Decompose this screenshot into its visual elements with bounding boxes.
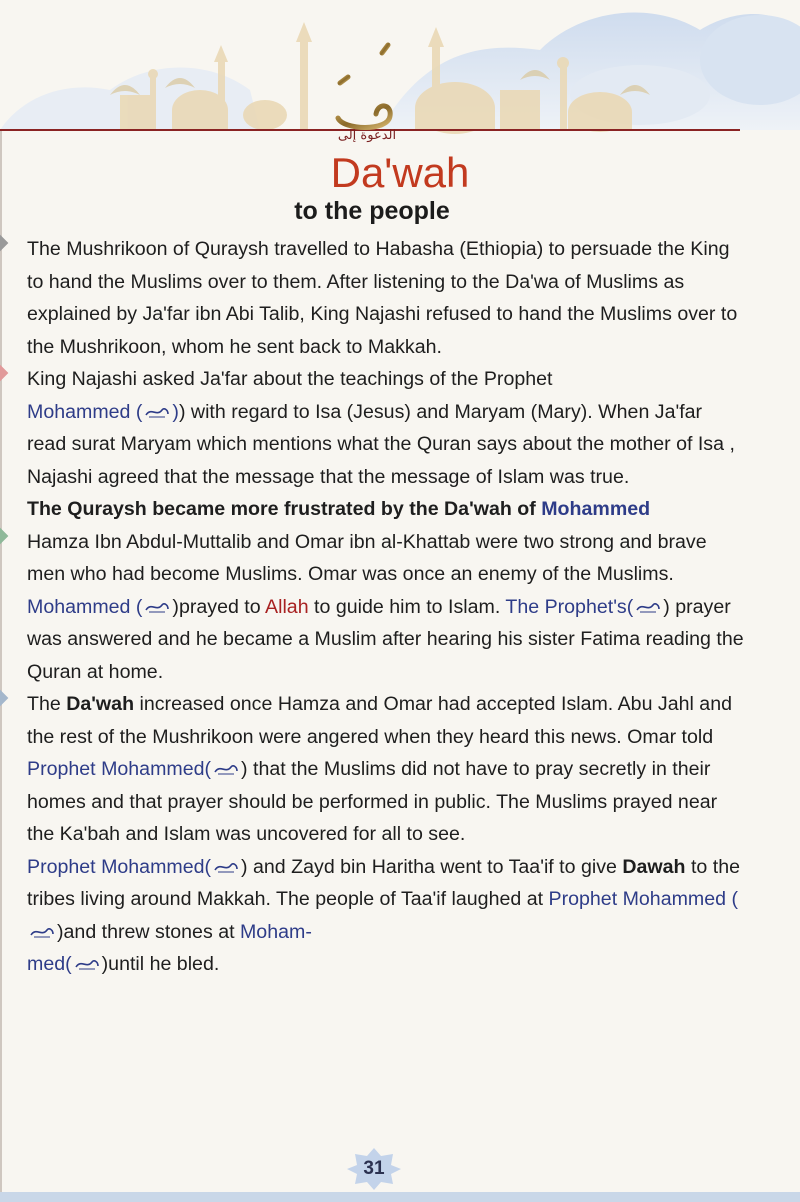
lesson-content bbox=[27, 233, 745, 981]
text-span: )until he bled. bbox=[101, 953, 220, 975]
text-span: King Najashi asked Ja'far about the teachings of the Prophet bbox=[27, 368, 553, 390]
salawat-calligraphy-icon bbox=[212, 761, 240, 776]
mohammed-link: Mohammed ( bbox=[27, 595, 143, 618]
text-span: The bbox=[27, 693, 67, 715]
paragraph-3 bbox=[27, 526, 745, 689]
prophets-link: The Prophet's( bbox=[505, 595, 634, 618]
salawat-calligraphy-icon bbox=[143, 599, 171, 614]
dawah-word: Dawah bbox=[622, 855, 686, 878]
paragraph-2-text: King Najashi asked Ja'far about the teachings of the Prophet Mohammed ( )) with regard to Isa (Jesus) and Maryam (Mary). When Ja'far read surat Maryam which mentions what the Quran says about the mother of Isa , Najashi agreed that the message that the message of Islam was true. bbox=[27, 368, 735, 488]
page-subtitle: to the people bbox=[294, 197, 450, 225]
prophet-link: Prophet Mohammed ( bbox=[548, 888, 739, 910]
page-number-badge bbox=[347, 1148, 401, 1190]
section-heading-text: The Quraysh became more frustrated by the Da'wah of bbox=[27, 498, 542, 520]
arabic-subtitle: الدعوة إلى bbox=[337, 128, 397, 143]
text-span: ) with regard to Isa (Jesus) and Maryam (Mary). When Ja'far read surat Maryam which mentions what the Quran says about the mother of Isa , Najashi agreed that the message that the message of Islam was true. bbox=[27, 400, 735, 488]
paragraph-1-text: The Mushrikoon of Quraysh travelled to Habasha (Ethiopia) to persuade the King to hand the Muslims over to them. After listening to the Da'wa of Muslims as explained by Ja'far ibn Abi Talib, King Najashi refused to hand the Muslims over to the Mushrikoon, whom he sent back to Makkah. bbox=[27, 238, 738, 358]
salawat-calligraphy-icon bbox=[634, 599, 662, 614]
salawat-calligraphy-icon bbox=[143, 404, 171, 419]
mohammed-link: Moham- bbox=[239, 920, 312, 943]
text-span: to guide him to Islam. bbox=[308, 595, 506, 618]
allah-calligraphy-icon bbox=[318, 28, 408, 143]
prophet-link: Prophet Mohammed( bbox=[27, 758, 212, 780]
text-span: Hamza Ibn Abdul-Muttalib and Omar ibn al-Khattab were two strong and brave men who had become Muslims. Omar was once an enemy of the Muslims. bbox=[27, 530, 707, 585]
text-span: increased once Hamza and Omar had accepted Islam. Abu Jahl and the rest of the Mushrikoon were angered when they heard this news. Omar told bbox=[27, 693, 733, 748]
page-number: 31 bbox=[363, 1158, 385, 1179]
salawat-calligraphy-icon bbox=[28, 924, 56, 939]
text-span: ) and Zayd bin Haritha went to Taa'if to give bbox=[241, 855, 623, 878]
dawah-word: Da'wah bbox=[66, 693, 135, 715]
text-span: to the tribes living around Makkah. The people of Taa'if laughed at bbox=[27, 855, 740, 910]
paragraph-5-text bbox=[27, 851, 745, 981]
page-margin-line bbox=[0, 130, 2, 1202]
paragraph-1 bbox=[27, 233, 745, 363]
paragraph-3-text bbox=[27, 526, 745, 689]
mohammed-link: Mohammed ( bbox=[27, 400, 143, 423]
paragraph-5 bbox=[27, 851, 745, 981]
text-span: )and threw stones at bbox=[57, 920, 240, 943]
page-title: Da'wah bbox=[330, 149, 470, 196]
diamond-bullet-icon bbox=[0, 365, 8, 382]
text-span: ) that the Muslims did not have to pray secretly in their homes and that prayer should be performed in public. The Muslims prayed near the Ka'bah and Islam was uncovered for all to see. bbox=[27, 758, 718, 845]
allah-word: Allah bbox=[265, 595, 309, 618]
diamond-bullet-icon bbox=[0, 527, 8, 544]
prophet-link: Prophet Mohammed( bbox=[27, 855, 212, 878]
paragraph-2 bbox=[27, 363, 745, 493]
section-heading-name: Mohammed bbox=[541, 498, 651, 520]
footer-bar bbox=[0, 1192, 800, 1202]
paragraph-4 bbox=[27, 688, 745, 851]
salawat-calligraphy-icon bbox=[73, 956, 101, 971]
salawat-calligraphy-icon bbox=[212, 859, 240, 874]
paragraph-4-text bbox=[27, 688, 745, 851]
diamond-bullet-icon bbox=[0, 690, 8, 707]
section-heading bbox=[27, 493, 745, 526]
mohammed-link: med( bbox=[27, 953, 72, 975]
text-span: ) prayer was answered and he became a Muslim after hearing his sister Fatima reading the Quran at home. bbox=[27, 595, 744, 683]
diamond-bullet-icon bbox=[0, 235, 8, 252]
text-span: )prayed to bbox=[172, 595, 266, 618]
